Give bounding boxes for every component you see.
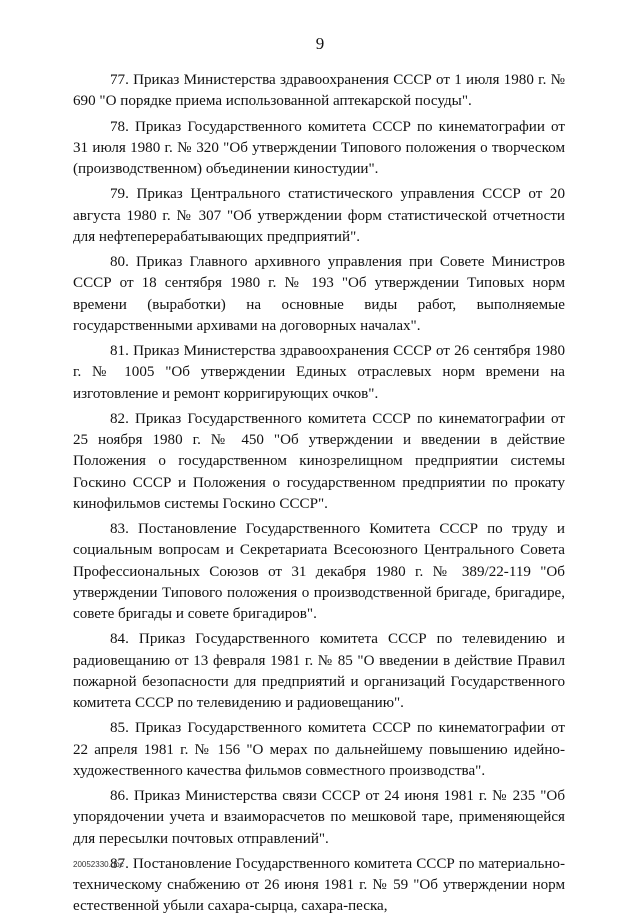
paragraph-78: 78. Приказ Государственного комитета СССР по кинематографии от 31 июля 1980 г. № 320 "Об утверждении Типового положения о творческом (производственном) объединении киностудии". xyxy=(73,118,565,177)
paragraph-82: 82. Приказ Государственного комитета СССР по кинематографии от 25 ноября 1980 г. № 450 "Об утверждении и введении в действие Положения о государственном кинозрелищном предприятии системы Госкино СССР и Положения о государственном предприятии по прокату кинофильмов системы Госкино СССР". xyxy=(73,410,565,512)
page-number: 9 xyxy=(315,34,325,53)
paragraph-85: 85. Приказ Государственного комитета СССР по кинематографии от 22 апреля 1981 г. № 156 "О мерах по дальнейшему повышению идейно-художественного качества фильмов совместного производства". xyxy=(73,720,565,779)
paragraph-79: 79. Приказ Центрального статистического управления СССР от 20 августа 1980 г. № 307 "Об утверждении форм статистической отчетности для нефтеперерабатывающих предприятий". xyxy=(73,186,565,245)
paragraph-81: 81. Приказ Министерства здравоохранения СССР от 26 сентября 1980 г. № 1005 "Об утверждении Единых отраслевых норм времени на изготовление и ремонт корригирующих очков". xyxy=(73,343,565,402)
paragraph-80: 80. Приказ Главного архивного управления при Совете Министров СССР от 18 сентября 1980 г. № 193 "Об утверждении Типовых норм времени (выработки) на основные виды работ, выполняемые государственными архивами на договорных началах". xyxy=(73,254,565,334)
paragraph-87: 87. Постановление Государственного комитета СССР по материально-техническому снабжению от 26 июня 1981 г. № 59 "Об утверждении норм естественной убыли сахара-сырца, сахара-песка, xyxy=(73,855,565,915)
paragraph-83: 83. Постановление Государственного Комитета СССР по труду и социальным вопросам и Секретариата Всесоюзного Центрального Совета Профессиональных Союзов от 31 декабря 1980 г. № 389/22-119 "Об утверждении Типового положения о производственной бригаде, бригадире, совете бригады и совете бригадиров". xyxy=(73,521,565,622)
paragraph-86: 86. Приказ Министерства связи СССР от 24 июня 1981 г. № 235 "Об упорядочении учета и взаиморасчетов по мешковой таре, применяющейся для пересылки почтовых отправлений". xyxy=(73,788,565,847)
footer-filename: 20052330.doc xyxy=(73,860,124,869)
paragraph-77: 77. Приказ Министерства здравоохранения СССР от 1 июля 1980 г. № 690 "О порядке приема использованной аптекарской посуды". xyxy=(73,72,565,110)
document-body xyxy=(73,70,565,922)
paragraph-84: 84. Приказ Государственного комитета СССР по телевидению и радиовещанию от 13 февраля 1981 г. № 85 "О введении в действие Правил пожарной безопасности для предприятий и организаций Государственного комитета СССР по телевидению и радиовещанию". xyxy=(73,631,565,711)
